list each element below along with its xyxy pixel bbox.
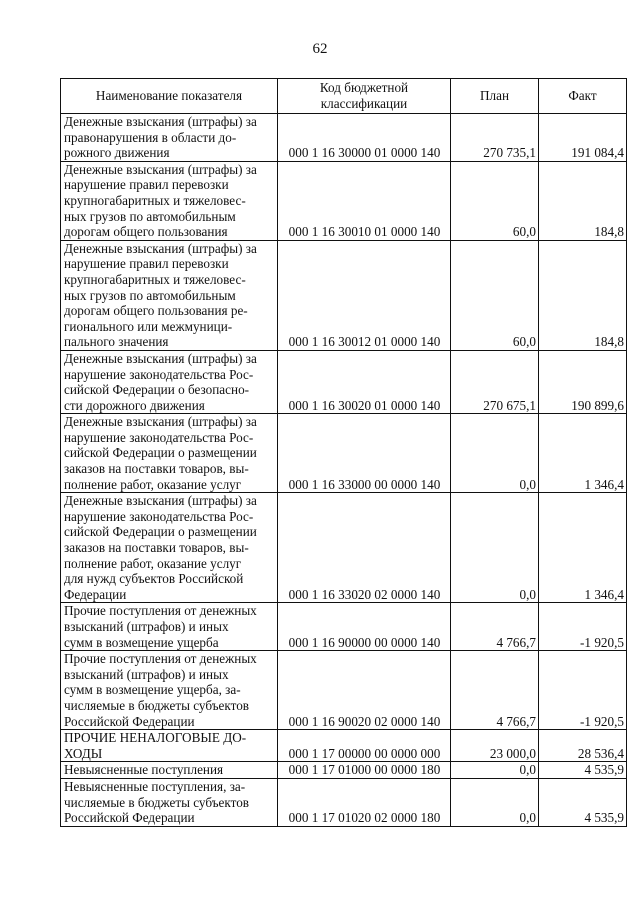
indicator-name-line: сийской Федерации о безопасно- xyxy=(64,382,250,398)
plan-value-cell: 23 000,0 xyxy=(451,730,539,762)
indicator-name-line: Денежные взыскания (штрафы) за xyxy=(64,240,257,256)
fact-value-cell: 184,8 xyxy=(539,240,627,350)
indicator-name-line: взысканий (штрафов) и иных xyxy=(64,666,229,682)
table-row xyxy=(61,730,627,762)
fact-value-cell: 1 346,4 xyxy=(539,493,627,603)
fact-value-cell: 4 535,9 xyxy=(539,778,627,826)
table-row xyxy=(61,114,627,162)
indicator-name-line: Прочие поступления от денежных xyxy=(64,651,257,667)
fact-value-cell: -1 920,5 xyxy=(539,603,627,651)
table-row xyxy=(61,240,627,350)
budget-code-cell: 000 1 16 90000 00 0000 140 xyxy=(278,603,451,651)
indicator-name-line: полнение работ, оказание услуг xyxy=(64,555,242,571)
fact-value-cell: 191 084,4 xyxy=(539,114,627,162)
budget-code-cell: 000 1 16 30000 01 0000 140 xyxy=(278,114,451,162)
indicator-name-line: Российской Федерации xyxy=(64,713,195,729)
table-row xyxy=(61,778,627,826)
indicator-name-line: заказов на поставки товаров, вы- xyxy=(64,461,249,477)
indicator-name-line: нарушение правил перевозки xyxy=(64,256,229,272)
plan-value-cell: 60,0 xyxy=(451,161,539,240)
budget-code-cell: 000 1 17 01000 00 0000 180 xyxy=(278,762,451,779)
indicator-name-line: крупногабаритных и тяжеловес- xyxy=(64,271,246,287)
indicator-name-line: ных грузов по автомобильным xyxy=(64,287,236,303)
indicator-name-line: нарушение законодательства Рос- xyxy=(64,508,254,524)
indicator-name-line: взысканий (штрафов) и иных xyxy=(64,619,229,634)
indicator-name-line: рожного движения xyxy=(64,145,170,161)
indicator-name-line: числяемые в бюджеты субъектов xyxy=(64,697,250,713)
indicator-name-line: дорогам общего пользования xyxy=(64,224,228,240)
indicator-name-cell xyxy=(61,493,278,603)
budget-code-cell: 000 1 16 30012 01 0000 140 xyxy=(278,240,451,350)
indicator-name-line: сумм в возмещение ущерба, за- xyxy=(64,682,241,698)
header-plan: План xyxy=(451,79,539,114)
indicator-name-line: пального значения xyxy=(64,334,169,350)
budget-code-cell: 000 1 16 33000 00 0000 140 xyxy=(278,414,451,493)
table-row xyxy=(61,350,627,413)
indicator-name-line: Российской Федерации xyxy=(64,810,195,826)
indicator-name-line: для нужд субъектов Российской xyxy=(64,571,244,587)
header-name: Наименование показателя xyxy=(61,79,278,114)
budget-code-cell: 000 1 16 30010 01 0000 140 xyxy=(278,161,451,240)
indicator-name-cell xyxy=(61,350,278,413)
fact-value-cell: 190 899,6 xyxy=(539,350,627,413)
indicator-name-line: Невыясненные поступления xyxy=(64,762,224,778)
indicator-name-cell xyxy=(61,651,278,730)
indicator-name-line: Денежные взыскания (штрафы) за xyxy=(64,350,257,366)
fact-value-cell: 1 346,4 xyxy=(539,414,627,493)
table-row xyxy=(61,762,627,779)
indicator-name-line: Прочие поступления от денежных xyxy=(64,603,257,619)
plan-value-cell: 270 675,1 xyxy=(451,350,539,413)
indicator-name-cell xyxy=(61,161,278,240)
fact-value-cell: 4 535,9 xyxy=(539,762,627,779)
indicator-name-cell xyxy=(61,240,278,350)
table-body xyxy=(61,114,627,827)
budget-code-cell: 000 1 16 33020 02 0000 140 xyxy=(278,493,451,603)
fact-value-cell: -1 920,5 xyxy=(539,651,627,730)
plan-value-cell: 0,0 xyxy=(451,493,539,603)
table-row xyxy=(61,493,627,603)
indicator-name-line: сийской Федерации о размещении xyxy=(64,445,257,461)
plan-value-cell: 270 735,1 xyxy=(451,114,539,162)
plan-value-cell: 0,0 xyxy=(451,414,539,493)
table-row xyxy=(61,603,627,651)
indicator-name-line: числяемые в бюджеты субъектов xyxy=(64,794,250,810)
budget-code-cell: 000 1 16 30020 01 0000 140 xyxy=(278,350,451,413)
plan-value-cell: 4 766,7 xyxy=(451,603,539,651)
budget-code-cell: 000 1 17 01020 02 0000 180 xyxy=(278,778,451,826)
indicator-name-line: ХОДЫ xyxy=(64,745,103,761)
plan-value-cell: 0,0 xyxy=(451,762,539,779)
indicator-name-line: нарушение законодательства Рос- xyxy=(64,366,254,382)
plan-value-cell: 60,0 xyxy=(451,240,539,350)
indicator-name-line: дорогам общего пользования ре- xyxy=(64,303,248,319)
indicator-name-line: сти дорожного движения xyxy=(64,397,205,413)
plan-value-cell: 0,0 xyxy=(451,778,539,826)
fact-value-cell: 184,8 xyxy=(539,161,627,240)
indicator-name-line: Денежные взыскания (штрафы) за xyxy=(64,161,257,177)
table-row xyxy=(61,651,627,730)
indicator-name-cell xyxy=(61,778,278,826)
table-row xyxy=(61,414,627,493)
indicator-name-cell xyxy=(61,114,278,162)
page-number: 62 xyxy=(312,41,328,57)
indicator-name-cell xyxy=(61,730,278,762)
indicator-name-line: гионального или межмуници- xyxy=(64,318,233,334)
budget-code-cell: 000 1 16 90020 02 0000 140 xyxy=(278,651,451,730)
header-fact: Факт xyxy=(539,79,627,114)
indicator-name-line: Невыясненные поступления, за- xyxy=(64,778,246,794)
indicator-name-cell xyxy=(61,762,278,779)
indicator-name-line: Денежные взыскания (штрафы) за xyxy=(64,493,257,509)
indicator-name-line: нарушение правил перевозки xyxy=(64,177,229,193)
indicator-name-line: ных грузов по автомобильным xyxy=(64,208,236,224)
indicator-name-line: полнение работ, оказание услуг xyxy=(64,476,242,492)
budget-table xyxy=(60,78,627,827)
indicator-name-line: Денежные взыскания (штрафы) за xyxy=(64,414,257,430)
budget-code-cell: 000 1 17 00000 00 0000 000 xyxy=(278,730,451,762)
indicator-name-line: сийской Федерации о размещении xyxy=(64,524,257,540)
indicator-name-cell xyxy=(61,414,278,493)
header-code: Код бюджетной классификации xyxy=(278,79,451,114)
table-row xyxy=(61,161,627,240)
indicator-name-line: крупногабаритных и тяжеловес- xyxy=(64,192,246,208)
indicator-name-cell xyxy=(61,603,278,651)
plan-value-cell: 4 766,7 xyxy=(451,651,539,730)
indicator-name-line: Федерации xyxy=(64,586,127,602)
indicator-name-line: заказов на поставки товаров, вы- xyxy=(64,540,249,556)
table-header-row xyxy=(61,79,627,114)
indicator-name-line: нарушение законодательства Рос- xyxy=(64,429,254,445)
indicator-name-line: сумм в возмещение ущерба xyxy=(64,634,219,650)
indicator-name-line: Денежные взыскания (штрафы) за xyxy=(64,114,257,129)
fact-value-cell: 28 536,4 xyxy=(539,730,627,762)
indicator-name-line: ПРОЧИЕ НЕНАЛОГОВЫЕ ДО- xyxy=(64,730,247,746)
indicator-name-line: правонарушения в области до- xyxy=(64,129,237,145)
